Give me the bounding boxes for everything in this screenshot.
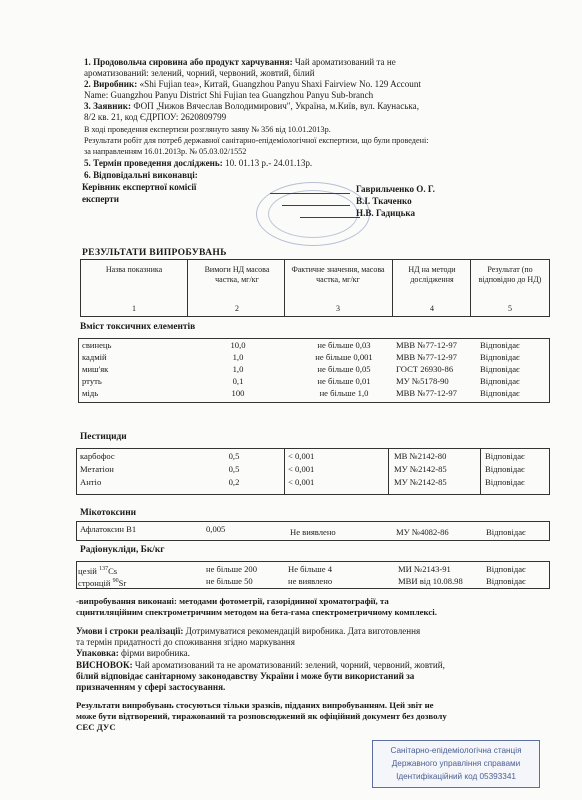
stamp-line-1: Санітарно-епідеміологічна станція (390, 746, 522, 755)
item-3-value: ФОП „Чижов Вячеслав Володимирович", Україна, м.Київ, вул. Каунаська, (133, 101, 419, 111)
radionuclide-method: МИ №2143-91 (398, 564, 451, 574)
person-1: Гаврильченко О. Г. (356, 184, 435, 194)
pesticide-requirement: 0,5 (228, 451, 240, 461)
person-2: В.І. Ткаченко (356, 196, 412, 206)
conditions-value: Дотримуватися рекомендацій виробника. Дата виготовлення (185, 626, 421, 636)
item-5 (84, 158, 312, 169)
conditions-label: Умови і строки реалізації: (76, 626, 184, 636)
toxic-method: МВВ №77-12-97 (396, 388, 457, 398)
item-6-label: 6. Відповідальні виконавці: (84, 170, 198, 180)
methods-line-1: -випробування виконані: методами фотометрії, газорідинної хроматографії, та (76, 596, 389, 606)
methods-line-2: сцинтиляційним спектрометричним методом на бета-гама спектрометричному комплексі. (76, 607, 437, 617)
item-1-line2: ароматизований: зелений, чорний, червоний, жовтий, білий (84, 68, 315, 78)
toxic-requirement: 10,0 (230, 340, 246, 350)
pesticide-result: Відповідає (485, 464, 525, 474)
item-5-value: 10. 01.13 р.- 24.01.13р. (225, 158, 313, 168)
note-referral: за направленням 16.01.2013р. № 05.03.02/1552 (84, 147, 247, 156)
col-num-1: 1 (132, 304, 136, 313)
toxic-requirement: 1,0 (232, 352, 244, 362)
isotope-element: Cs (108, 565, 118, 576)
col-num-4: 4 (430, 304, 434, 313)
section-radionuclides-title: Радіонукліди, Бк/кг (80, 545, 165, 555)
item-2 (84, 79, 421, 90)
radionuclide-method: МВИ від 10.08.98 (398, 576, 463, 586)
disclaimer-line-3: СЕС ДУС (76, 722, 116, 732)
packaging (76, 648, 190, 659)
item-1 (84, 57, 396, 68)
toxic-method: МУ №5178-90 (396, 376, 449, 386)
toxic-name: ртуть (82, 376, 102, 386)
radionuclide-result: Відповідає (486, 576, 526, 586)
item-2-value: «Shi Fujian tea», Китай, Guangzhou Panyu Shaxi Fairview No. 129 Account (139, 79, 421, 89)
item-3 (84, 101, 419, 112)
toxic-result: Відповідає (480, 388, 520, 398)
stamp-line-3: Ідентифікаційний код 05393341 (396, 772, 516, 781)
stamp-line-2: Державного управління справами (391, 759, 521, 768)
signature-2 (282, 205, 350, 206)
toxic-name: кадмій (82, 352, 107, 362)
item-3-label: 3. Заявник: (84, 101, 132, 111)
pesticide-actual: < 0,001 (288, 464, 315, 474)
packaging-label: Упаковка: (76, 648, 119, 658)
pesticide-method: МУ №2142-85 (394, 464, 447, 474)
toxic-actual: не більше 0,05 (317, 364, 371, 374)
toxic-name: мідь (82, 388, 99, 398)
radionuclide-requirement: не більше 50 (206, 576, 253, 586)
pesticide-requirement: 0,2 (228, 477, 240, 487)
radionuclide-result: Відповідає (486, 564, 526, 574)
radionuclide-name (78, 564, 117, 577)
col-num-3: 3 (336, 304, 340, 313)
toxic-method: МВВ №77-12-97 (396, 340, 457, 350)
radionuclide-label: цезій (78, 565, 100, 576)
section-mycotoxins-title: Мікотоксини (80, 508, 136, 518)
toxic-result: Відповідає (480, 352, 520, 362)
commission-head-label: Керівник експертної комісії (82, 182, 197, 192)
toxic-result: Відповідає (480, 364, 520, 374)
col-num-5: 5 (508, 304, 512, 313)
conditions-line2: та термін придатності до споживання згідно маркування (76, 637, 295, 647)
results-title: РЕЗУЛЬТАТИ ВИПРОБУВАНЬ (82, 247, 227, 258)
toxic-requirement: 0,1 (232, 376, 244, 386)
toxic-result: Відповідає (480, 340, 520, 350)
item-5-label: 5. Термін проведення досліджень: (84, 158, 223, 168)
pesticide-name: Антіо (80, 477, 102, 487)
col-header-name: Назва показника (105, 265, 163, 274)
pesticide-actual: < 0,001 (288, 451, 315, 461)
signature-1 (270, 193, 350, 194)
round-seal-inner (268, 190, 358, 238)
toxic-actual: не більше 0,03 (317, 340, 371, 350)
pesticide-name: карбофос (80, 451, 115, 461)
pesticide-result: Відповідає (485, 477, 525, 487)
toxic-requirement: 100 (231, 388, 245, 398)
conclusion-line2: білий відповідає санітарному законодавству України і може бути використаний за (76, 671, 415, 681)
note-results: Результати робіт для потреб державної санітарно-епідеміологічної експертизи, що були проведені: (84, 136, 429, 145)
isotope-element: Sr (118, 577, 127, 588)
radionuclide-name (78, 576, 126, 589)
radionuclide-requirement: не більше 200 (206, 564, 258, 574)
myco-requirement: 0,005 (206, 524, 226, 534)
col-header-actual: Фактичне значення, масова частка, мг/кг (291, 265, 385, 284)
item-2-label: 2. Виробник: (84, 79, 138, 89)
isotope-mass-number: 90 (112, 578, 119, 584)
person-3: Н.В. Гадицька (356, 208, 416, 218)
conclusion-label: ВИСНОВОК: (76, 660, 133, 670)
toxic-actual: не більше 1,0 (319, 388, 369, 398)
radionuclide-label: стронцій (78, 577, 113, 588)
conditions (76, 626, 420, 637)
section-toxic-title: Вміст токсичних елементів (80, 322, 196, 332)
conclusion-value: Чай ароматизований та не ароматизований: зелений, чорний, червоний, жовтий, (134, 660, 445, 670)
toxic-name: свинець (82, 340, 112, 350)
toxic-actual: не більше 0,001 (315, 352, 373, 362)
pesticide-requirement: 0,5 (228, 464, 240, 474)
radionuclide-actual: не виявлено (288, 576, 333, 586)
section-pesticides-title: Пестициди (80, 432, 127, 442)
col-num-2: 2 (235, 304, 239, 313)
pesticide-actual: < 0,001 (288, 477, 315, 487)
toxic-name: миш'як (82, 364, 109, 374)
toxic-method: ГОСТ 26930-86 (396, 364, 454, 374)
isotope-mass-number: 137 (99, 566, 109, 572)
disclaimer-line-2: може бути відтворений, тиражований та розповсюджений як офіційний документ без дозволу (76, 711, 447, 721)
myco-result: Відповідає (486, 527, 526, 537)
item-1-label: 1. Продовольча сировина або продукт харчування: (84, 57, 293, 67)
toxic-requirement: 1,0 (232, 364, 244, 374)
item-1-value: Чай ароматизований та не (294, 57, 396, 67)
disclaimer-line-1: Результати випробувань стосуються тільки зразків, підданих випробуванням. Цей звіт не (76, 700, 434, 710)
col-header-method: НД на методи дослідження (408, 265, 456, 284)
experts-label: експерти (82, 194, 120, 204)
signature-3 (300, 217, 360, 218)
col-header-requirement: Вимоги НД масова частка, мг/кг (204, 265, 270, 284)
toxic-actual: не більше 0,01 (317, 376, 371, 386)
conclusion (76, 660, 445, 671)
pesticide-method: МУ №2142-85 (394, 477, 447, 487)
organization-stamp (372, 740, 540, 788)
toxic-method: МВВ №77-12-97 (396, 352, 457, 362)
myco-method: МУ №4082-86 (396, 527, 449, 537)
pesticide-result: Відповідає (485, 451, 525, 461)
myco-name: Афлатоксин В1 (80, 524, 137, 534)
pesticide-method: МВ №2142-80 (394, 451, 447, 461)
col-header-result: Результат (по відповідно до НД) (478, 265, 542, 284)
packaging-value: фірми виробника. (121, 648, 190, 658)
item-2-line2: Name: Guangzhou Panyu District Shi Fujian tea Guangzhou Panyu Sub-branch (84, 90, 374, 100)
toxic-result: Відповідає (480, 376, 520, 386)
item-3-line2: 8/2 кв. 21, код ЄДРПОУ: 2620809799 (84, 112, 227, 122)
myco-actual: Не виявлено (290, 527, 336, 537)
note-application: В ході проведення експертизи розглянуто заяву № 356 від 10.01.2013р. (84, 125, 331, 134)
conclusion-line3: призначенням у сфері застосування. (76, 682, 226, 692)
radionuclide-actual: Не більше 4 (288, 564, 333, 574)
pesticide-name: Метатіон (80, 464, 114, 474)
